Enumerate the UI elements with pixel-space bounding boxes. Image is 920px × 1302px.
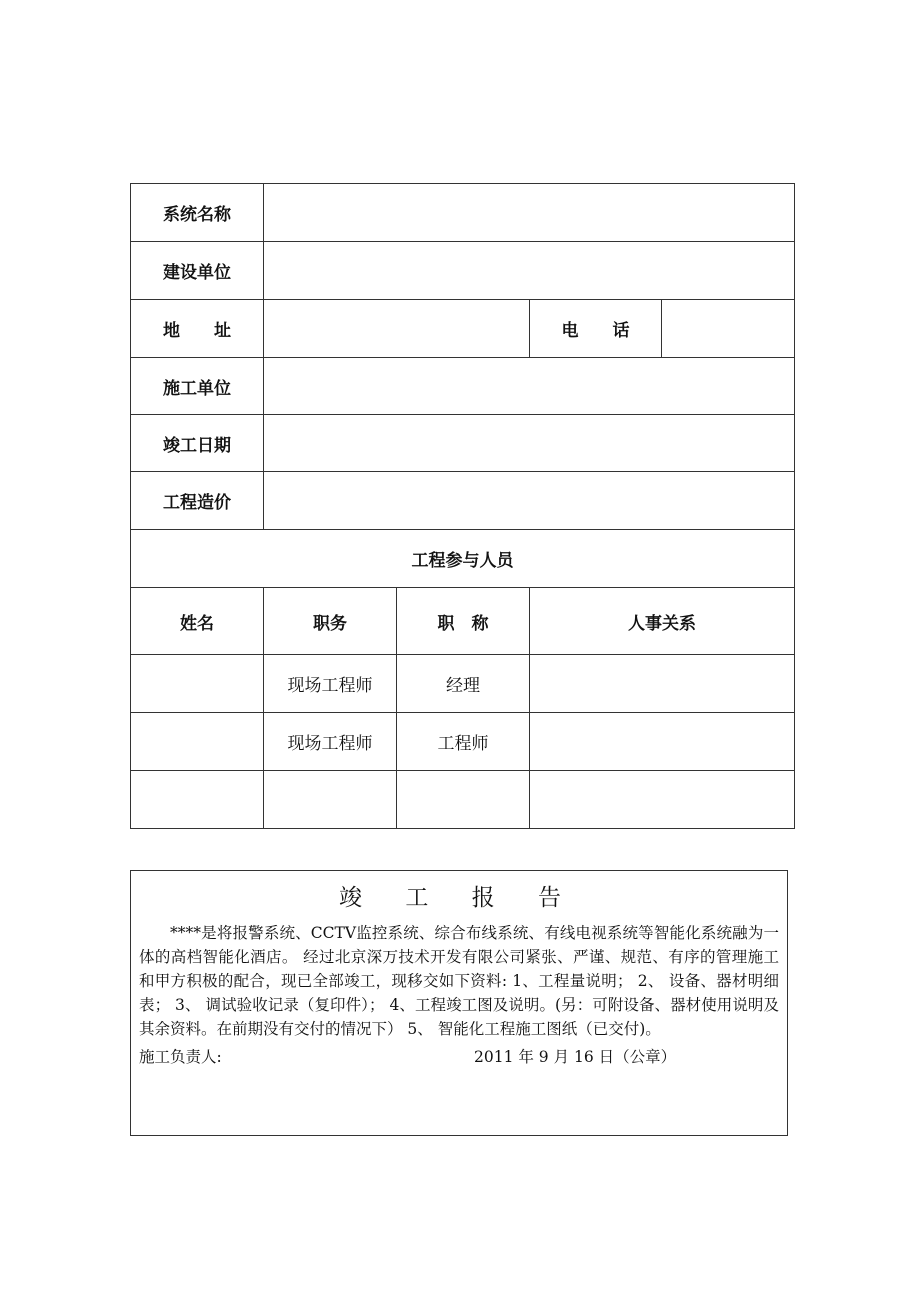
participant-position-cell: 现场工程师 [264,713,397,771]
completion-date-field[interactable] [264,415,795,472]
column-header-relation: 人事关系 [530,588,795,655]
participants-title: 工程参与人员 [131,530,795,588]
system-name-field[interactable] [264,184,795,242]
address-field[interactable] [264,300,530,358]
report-body: ****是将报警系统、CCTV监控系统、综合布线系统、有线电视系统等智能化系统融为一体的高档智能化酒店。 经过北京深万技术开发有限公司紧张、严谨、规范、有序的管理施工和甲方积极的配合，现已全部竣工，现移交如下资料: 1、工程量说明； 2、 设备、器材明细表； 3、 调试验收记录（复印件）； 4、工程竣工图及说明。(另：可附设备、器材使用说明及其余资料。在前期没有交付的情况下） 5、 智能化工程施工图纸（已交付)。 [139,924,779,1038]
participant-relation-cell[interactable] [530,655,795,713]
contractor-label: 施工单位 [131,358,264,415]
completion-report-box [130,870,788,1136]
participant-name-cell[interactable] [131,771,264,829]
participant-position-cell: 现场工程师 [264,655,397,713]
table-row [131,655,795,713]
report-date: 2011 年 9 月 16 日（公章） [474,1048,677,1066]
row-system-name [131,184,795,242]
participant-name-cell[interactable] [131,655,264,713]
address-label: 地 址 [131,300,264,358]
participants-header-row [131,588,795,655]
row-cost [131,472,795,530]
system-name-label: 系统名称 [131,184,264,242]
row-address-phone [131,300,795,358]
construction-unit-field[interactable] [264,242,795,300]
construction-unit-label: 建设单位 [131,242,264,300]
participant-title-cell: 工程师 [397,713,530,771]
contractor-field[interactable] [264,358,795,415]
report-title: 竣 工 报 告 [339,885,579,911]
completion-date-label: 竣工日期 [131,415,264,472]
participant-relation-cell[interactable] [530,713,795,771]
cost-label: 工程造价 [131,472,264,530]
phone-label: 电 话 [530,300,662,358]
participant-relation-cell[interactable] [530,771,795,829]
phone-field[interactable] [662,300,795,358]
row-completion-date [131,415,795,472]
cost-field[interactable] [264,472,795,530]
row-contractor [131,358,795,415]
row-participants-title [131,530,795,588]
participant-title-cell[interactable] [397,771,530,829]
signer-label: 施工负责人: [139,1048,222,1066]
table-row [131,771,795,829]
column-header-title: 职 称 [397,588,530,655]
row-construction-unit [131,242,795,300]
table-row [131,713,795,771]
report-signature-line [139,1045,779,1069]
column-header-name: 姓名 [131,588,264,655]
participant-name-cell[interactable] [131,713,264,771]
participant-position-cell[interactable] [264,771,397,829]
project-info-table [130,183,795,829]
column-header-position: 职务 [264,588,397,655]
participant-title-cell: 经理 [397,655,530,713]
